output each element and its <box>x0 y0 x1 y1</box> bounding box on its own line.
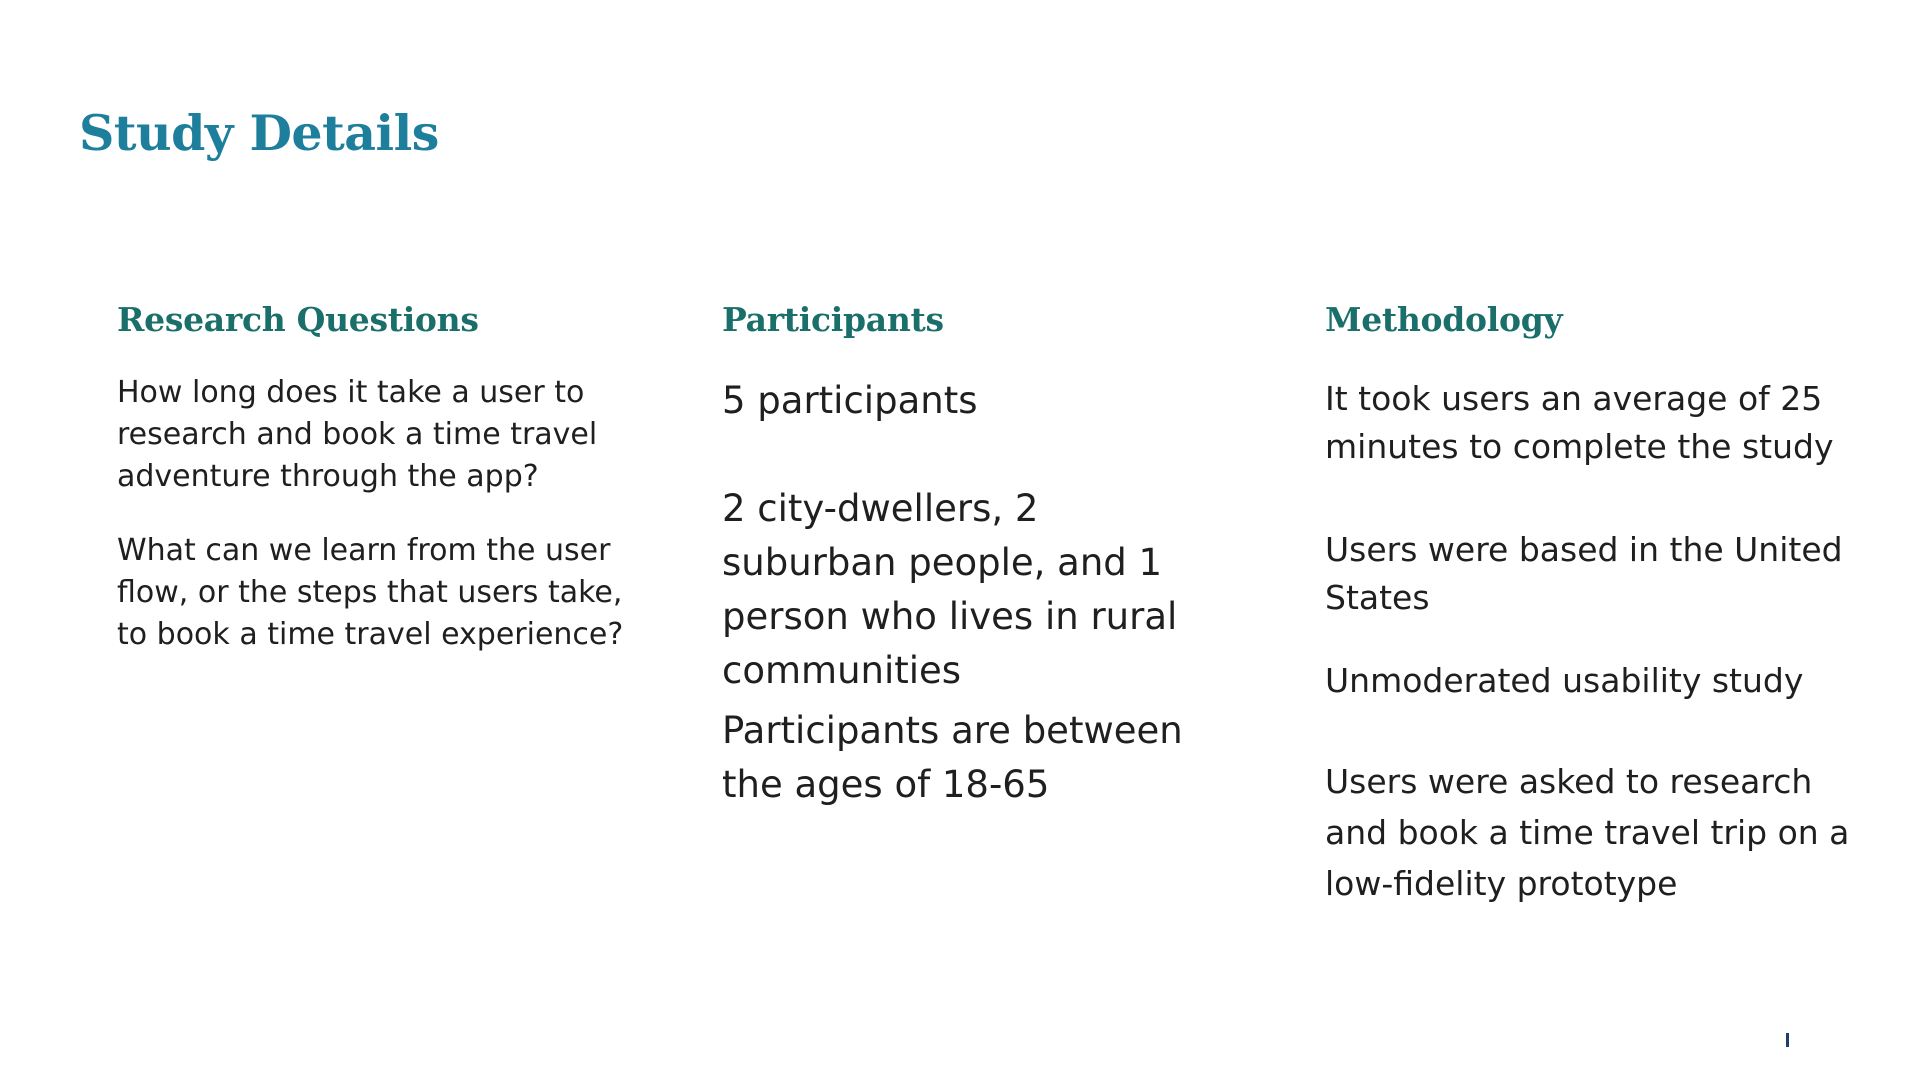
participants-locations: 2 city-dwellers, 2 suburban people, and 1 person who lives in rural communities <box>722 487 1178 692</box>
methodology-location: Users were based in the United States <box>1325 530 1843 617</box>
research-question-1: How long does it take a user to research and book a time travel adventure through the app? <box>117 375 598 494</box>
participants-ages: Participants are between the ages of 18-65 <box>722 709 1183 806</box>
methodology-column <box>1325 300 1865 903</box>
participants-heading: Participants <box>722 300 944 339</box>
methodology-type: Unmoderated usability study <box>1325 661 1804 700</box>
methodology-duration: It took users an average of 25 minutes to complete the study <box>1325 379 1834 466</box>
research-questions-column <box>117 300 637 652</box>
participants-column <box>722 300 1242 806</box>
slide-title: Study Details <box>79 104 439 162</box>
research-question-2: What can we learn from the user flow, or the steps that users take, to book a time travel experience? <box>117 533 624 652</box>
participants-count: 5 participants <box>722 379 978 422</box>
research-questions-heading: Research Questions <box>117 300 479 339</box>
methodology-task: Users were asked to research and book a time travel trip on a low-fidelity prototype <box>1325 762 1850 903</box>
methodology-heading: Methodology <box>1325 300 1563 339</box>
page-marker <box>1786 1033 1789 1047</box>
